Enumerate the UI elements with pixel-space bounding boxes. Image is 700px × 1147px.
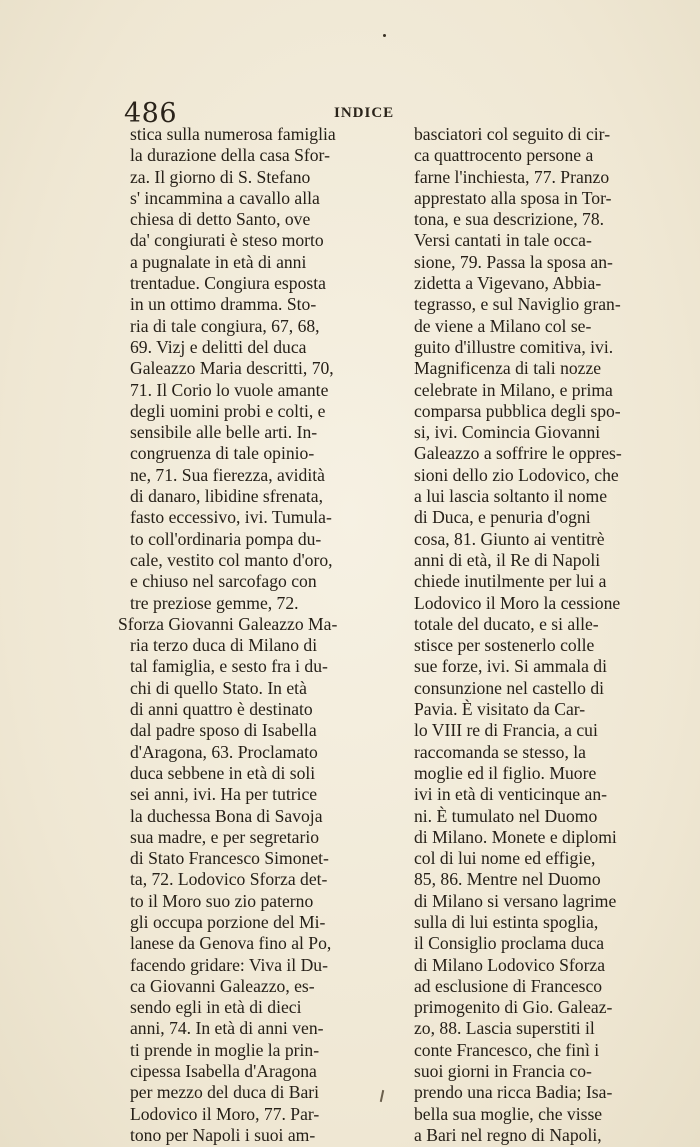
- text-line: per mezzo del duca di Bari: [130, 1082, 320, 1103]
- text-line: tegrasso, e sul Naviglio gran-: [414, 294, 621, 315]
- text-line: fasto eccessivo, ivi. Tumula-: [130, 507, 332, 528]
- text-line: ni. È tumulato nel Duomo: [414, 805, 598, 826]
- text-line: di Milano Lodovico Sforza: [414, 954, 606, 975]
- text-line: Versi cantati in tale occa-: [414, 230, 592, 251]
- text-line: Lodovico il Moro, 77. Par-: [130, 1103, 320, 1124]
- text-line: Galeazzo Maria descritti, 70,: [130, 358, 334, 379]
- text-line: de viene a Milano col se-: [414, 315, 592, 336]
- text-line: bella sua moglie, che visse: [414, 1103, 603, 1124]
- text-line: suoi giorni in Francia co-: [414, 1061, 592, 1082]
- page-number: 486: [124, 98, 178, 129]
- text-line: lo VIII re di Francia, a cui: [414, 720, 598, 741]
- text-line: chi di quello Stato. In età: [130, 677, 307, 698]
- text-line: stisce per sostenerlo colle: [414, 635, 595, 656]
- text-line: totale del ducato, e si alle-: [414, 613, 599, 634]
- text-line: prendo una ricca Badia; Isa-: [414, 1082, 613, 1103]
- text-line: degli uomini probi e colti, e: [130, 400, 326, 421]
- text-line: cipessa Isabella d'Aragona: [130, 1061, 317, 1082]
- text-line: stica sulla numerosa famiglia: [130, 124, 336, 144]
- text-line: congruenza di tale opinio-: [130, 443, 315, 464]
- text-line: di Duca, e penuria d'ogni: [414, 507, 591, 528]
- text-line: trentadue. Congiura esposta: [130, 273, 326, 294]
- text-line: tona, e sua descrizione, 78.: [414, 209, 605, 230]
- text-line: ivi in età di venticinque an-: [414, 784, 607, 805]
- text-line: consunzione nel castello di: [414, 677, 605, 698]
- text-line: sensibile alle belle arti. In-: [130, 422, 318, 443]
- text-line: tal famiglia, e sesto fra i du-: [130, 656, 328, 677]
- text-line: chiesa di detto Santo, ove: [130, 209, 311, 230]
- text-line: sue forze, ivi. Si ammala di: [414, 656, 607, 677]
- text-line: col di lui nome ed effigie,: [414, 848, 596, 869]
- text-line: basciatori col seguito di cir-: [414, 124, 611, 144]
- text-line: guito d'illustre comitiva, ivi.: [414, 336, 614, 357]
- text-line: ca Giovanni Galeazzo, es-: [130, 975, 315, 996]
- text-line: to coll'ordinaria pompa du-: [130, 528, 322, 549]
- text-line: ti prende in moglie la prin-: [130, 1039, 320, 1060]
- text-line: d'Aragona, 63. Proclamato: [130, 741, 318, 762]
- text-line: anni di età, il Re di Napoli: [414, 549, 601, 570]
- text-line: sioni dello zio Lodovico, che: [414, 464, 619, 485]
- text-line: to il Moro suo zio paterno: [130, 890, 314, 911]
- text-line: la duchessa Bona di Savoja: [130, 805, 323, 826]
- entry-heading-line: Sforza Giovanni Galeazzo Ma-: [118, 613, 338, 634]
- text-line: ca quattrocento persone a: [414, 145, 594, 166]
- text-line: chiede inutilmente per lui a: [414, 571, 607, 592]
- text-line: di Stato Francesco Simonet-: [130, 848, 329, 869]
- text-line: tono per Napoli i suoi am-: [130, 1124, 316, 1145]
- ink-dot-top: [383, 34, 386, 37]
- text-line: raccomanda se stesso, la: [414, 741, 586, 762]
- text-line: zidetta a Vigevano, Abbia-: [414, 273, 602, 294]
- text-line: gli occupa porzione del Mi-: [130, 911, 326, 932]
- text-line: lanese da Genova fino al Po,: [130, 933, 332, 954]
- text-line: farne l'inchiesta, 77. Pranzo: [414, 166, 610, 187]
- text-line: a Bari nel regno di Napoli,: [414, 1124, 602, 1145]
- text-line: facendo gridare: Viva il Du-: [130, 954, 328, 975]
- text-line: ria di tale congiura, 67, 68,: [130, 315, 320, 336]
- text-line: e chiuso nel sarcofago con: [130, 571, 317, 592]
- text-line: Lodovico il Moro la cessione: [414, 592, 621, 613]
- text-line: conte Francesco, che finì i: [414, 1039, 600, 1060]
- text-line: ne, 71. Sua fierezza, avidità: [130, 464, 325, 485]
- text-line: 71. Il Corio lo vuole amante: [130, 379, 329, 400]
- text-line: si, ivi. Comincia Giovanni: [414, 422, 601, 443]
- text-line: duca sebbene in età di soli: [130, 762, 316, 783]
- text-line: primogenito di Gio. Galeaz-: [414, 997, 613, 1018]
- text-line: tre preziose gemme, 72.: [130, 592, 299, 613]
- text-line: Pavia. È visitato da Car-: [414, 699, 586, 720]
- text-line: in un ottimo dramma. Sto-: [130, 294, 317, 315]
- left-column: [118, 124, 378, 1146]
- running-head: INDICE: [334, 105, 395, 121]
- text-line: apprestato alla sposa in Tor-: [414, 187, 612, 208]
- ink-speck-bottom: [380, 1090, 384, 1102]
- text-line: da' congiurati è steso morto: [130, 230, 324, 251]
- text-line: za. Il giorno di S. Stefano: [130, 166, 311, 187]
- text-line: sua madre, e per segretario: [130, 826, 320, 847]
- text-line: comparsa pubblica degli spo-: [414, 400, 621, 421]
- text-line: dal padre sposo di Isabella: [130, 720, 317, 741]
- text-line: anni, 74. In età di anni ven-: [130, 1018, 324, 1039]
- text-line: sione, 79. Passa la sposa an-: [414, 251, 613, 272]
- text-line: ad esclusione di Francesco: [414, 975, 603, 996]
- text-line: a pugnalate in età di anni: [130, 251, 307, 272]
- text-line: s' incammina a cavallo alla: [130, 187, 320, 208]
- text-line: sulla di lui estinta spoglia,: [414, 911, 599, 932]
- text-line: di Milano si versano lagrime: [414, 890, 617, 911]
- text-line: Magnificenza di tali nozze: [414, 358, 602, 379]
- text-line: ta, 72. Lodovico Sforza det-: [130, 869, 328, 890]
- text-line: 85, 86. Mentre nel Duomo: [414, 869, 601, 890]
- text-line: il Consiglio proclama duca: [414, 933, 605, 954]
- text-line: sei anni, ivi. Ha per tutrice: [130, 784, 318, 805]
- text-line: moglie ed il figlio. Muore: [414, 762, 597, 783]
- text-line: sendo egli in età di dieci: [130, 997, 302, 1018]
- text-line: 69. Vizj e delitti del duca: [130, 336, 307, 357]
- text-line: Galeazzo a soffrire le oppres-: [414, 443, 622, 464]
- text-line: cale, vestito col manto d'oro,: [130, 549, 333, 570]
- text-line: ria terzo duca di Milano di: [130, 635, 318, 656]
- text-line: cosa, 81. Giunto ai ventitrè: [414, 528, 605, 549]
- text-line: a lui lascia soltanto il nome: [414, 486, 607, 507]
- text-line: celebrate in Milano, e prima: [414, 379, 613, 400]
- text-line: zo, 88. Lascia superstiti il: [414, 1018, 595, 1039]
- right-column: [414, 124, 662, 1146]
- text-line: di Milano. Monete e diplomi: [414, 826, 617, 847]
- text-line: di anni quattro è destinato: [130, 699, 313, 720]
- text-line: la durazione della casa Sfor-: [130, 145, 330, 166]
- text-line: di danaro, libidine sfrenata,: [130, 486, 323, 507]
